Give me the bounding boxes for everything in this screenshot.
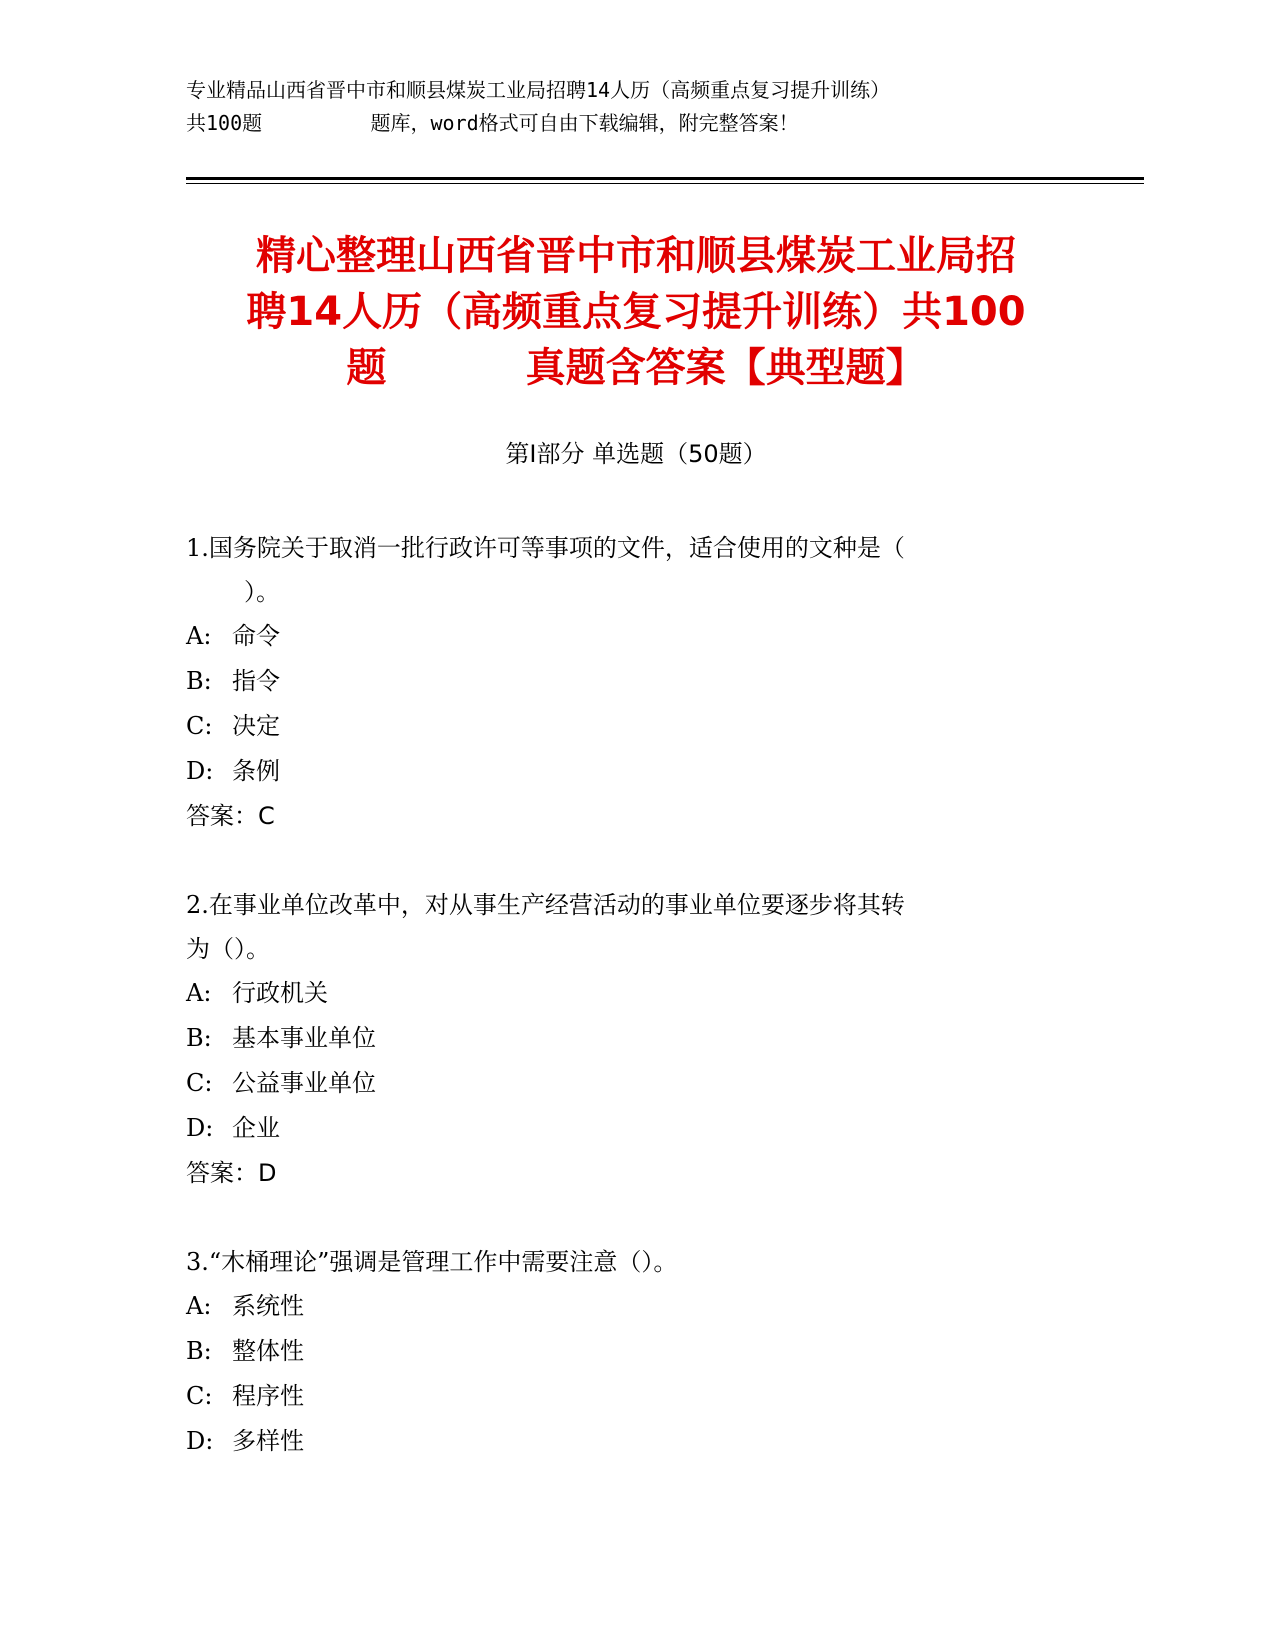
- option-letter: A:: [186, 979, 212, 1007]
- option-text: 公益事业单位: [232, 1069, 376, 1097]
- option-a: [186, 1284, 1056, 1329]
- option-text: 整体性: [232, 1337, 304, 1365]
- option-letter: D:: [186, 1114, 214, 1142]
- header-divider-thin: [186, 183, 1144, 184]
- option-letter: D:: [186, 757, 214, 785]
- option-text: 指令: [232, 667, 280, 695]
- option-letter: B:: [186, 667, 212, 695]
- question-3: [186, 1240, 1056, 1464]
- question-2: [186, 883, 1056, 1196]
- option-letter: D:: [186, 1427, 214, 1455]
- question-1: [186, 526, 1056, 839]
- option-text: 企业: [232, 1114, 280, 1142]
- option-c: [186, 1374, 1056, 1419]
- option-d: [186, 749, 1056, 794]
- option-c: [186, 1061, 1056, 1106]
- option-letter: B:: [186, 1337, 212, 1365]
- option-text: 决定: [232, 712, 280, 740]
- option-text: 程序性: [232, 1382, 304, 1410]
- option-letter: C:: [186, 1382, 213, 1410]
- section-heading: 第Ⅰ部分 单选题（50题）: [505, 440, 767, 468]
- option-d: [186, 1419, 1056, 1464]
- answer-line: 答案：D: [186, 1159, 277, 1187]
- question-stem-line-2: ）。: [244, 578, 280, 606]
- option-b: [186, 1329, 1056, 1374]
- option-letter: A:: [186, 622, 212, 650]
- option-text: 系统性: [232, 1292, 304, 1320]
- question-stem-line-1: 3.“木桶理论”强调是管理工作中需要注意（）。: [186, 1248, 678, 1276]
- document-title: [186, 228, 1086, 396]
- option-b: [186, 1016, 1056, 1061]
- header-line-1: 专业精品山西省晋中市和顺县煤炭工业局招聘14人历（高频重点复习提升训练）: [186, 78, 891, 102]
- title-line-3: 题 真题含答案【典型题】: [346, 345, 926, 391]
- option-text: 行政机关: [232, 979, 328, 1007]
- answer-line: 答案：C: [186, 802, 275, 830]
- title-line-1: 精心整理山西省晋中市和顺县煤炭工业局招: [256, 233, 1016, 279]
- question-list: [186, 526, 1056, 1508]
- header-divider-thick: [186, 177, 1144, 180]
- option-a: [186, 971, 1056, 1016]
- option-d: [186, 1106, 1056, 1151]
- header-line-2: 共100题 题库，word格式可自由下载编辑，附完整答案！: [186, 111, 799, 135]
- option-letter: C:: [186, 1069, 213, 1097]
- document-header: [186, 74, 1086, 140]
- question-stem: [186, 883, 1056, 971]
- option-c: [186, 704, 1056, 749]
- option-letter: C:: [186, 712, 213, 740]
- option-a: [186, 614, 1056, 659]
- question-stem-line-2: 为（）。: [186, 935, 270, 963]
- option-letter: B:: [186, 1024, 212, 1052]
- option-text: 条例: [232, 757, 280, 785]
- option-text: 多样性: [232, 1427, 304, 1455]
- question-stem: [186, 1240, 1056, 1284]
- option-text: 基本事业单位: [232, 1024, 376, 1052]
- option-letter: A:: [186, 1292, 212, 1320]
- option-text: 命令: [232, 622, 280, 650]
- question-stem-line-1: 2.在事业单位改革中，对从事生产经营活动的事业单位要逐步将其转: [186, 891, 905, 919]
- option-b: [186, 659, 1056, 704]
- question-stem-line-1: 1.国务院关于取消一批行政许可等事项的文件，适合使用的文种是（: [186, 534, 905, 562]
- title-line-2: 聘14人历（高频重点复习提升训练）共100: [246, 289, 1026, 335]
- question-stem: [186, 526, 1056, 614]
